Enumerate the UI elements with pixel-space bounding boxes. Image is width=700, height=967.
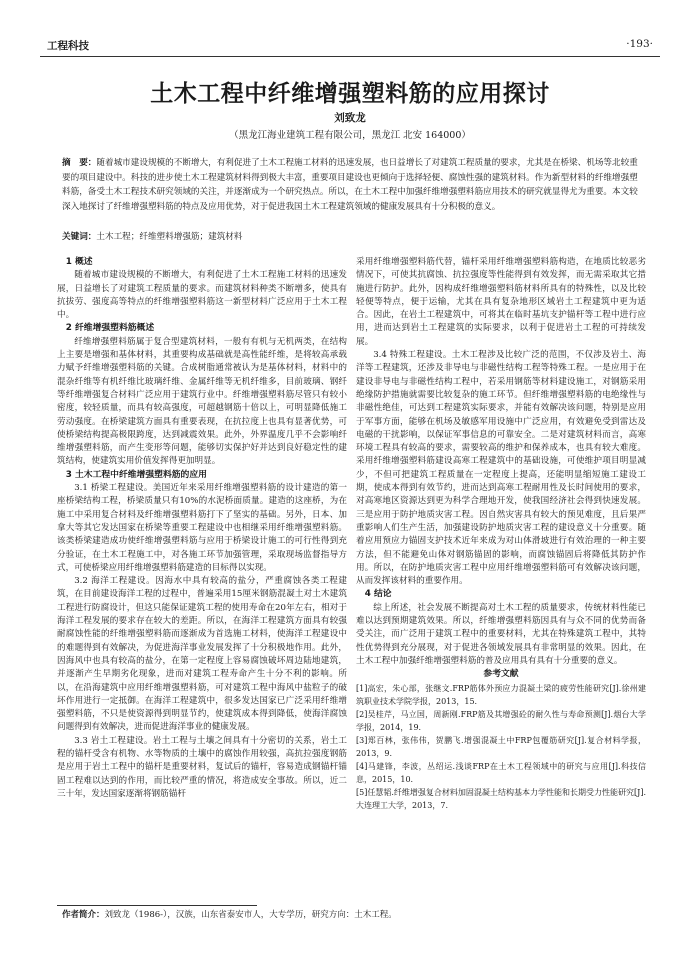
paragraph: 3.1 桥梁工程建设。美国近年来采用纤维增强塑料筋的设计建造的第一座桥梁结构工程，桥梁质量只有10%的水泥桥面质量。建造的这座桥，为在施工中采用复合材料及纤维增强塑料筋打下了坚实的基础。另外，日本、加拿大等其它发达国家在桥梁等重要工程建设中也相继采用纤维增强塑料筋。该类桥梁建造成功使纤维增强塑料筋与应用于桥梁设计施工的可行性得到充分验证，在土木工程施工中，对各施工环节加强管理，采取现场监督指导方式，可使桥梁应用纤维增强塑料筋建造的目标得以实现。 bbox=[57, 483, 347, 573]
keywords-label: 关键词： bbox=[62, 232, 97, 242]
affiliation: （黑龙江海业建筑工程有限公司，黑龙江 北安 164000） bbox=[229, 130, 471, 141]
paragraph: 3.4 特殊工程建设。土木工程涉及比较广泛的范围，不仅涉及岩土、海洋等工程建筑，还涉及非导电与非磁性结构工程等特殊工程。一是应用于在建设非导电与非磁性结构工程中，若采用钢筋等材料建设施工，对钢筋采用绝缘防护措施就需要比较复杂的施工环节。但纤维增强塑料筋的电绝缘性与非磁性绝佳，可达到工程建筑实际要求，并能有效解决该问题，特别是应用于军事方面，能够在机场及敏感军用设施中广泛应用，有效避免受到雷达及电磁的干扰影响，以保证军事信息的可靠安全。二是对建筑材料而言，高寒环境工程具有较高的要求，需要较高的维护和保养成本，也具有较大难度。采用纤维增强塑料筋建设高寒工程建筑中的基础设施，可使维护项目明显减少，不但可把建筑工程质量在一定程度上提高，还能明显缩短施工建设工期，使成本得到有效节约，进而达到高寒工程耐用性及长时间使用的要求，对高寒地区资源达到更为科学合理地开发，使我国经济社会得到快速发展。三是应用于防护地质灾害工程。因自然灾害具有较大的预见难度，且后果严重影响人们生产生活，加强建设防护地质灾害工程的建设意义十分重要。随着应用预应力锚固支护技术近年来成为对山体滑坡进行有效治理的一种主要方法，但不能避免山体对钢筋锚固的影响，而腐蚀锚固后将降低其防护作用。所以，在防护地质灾害工程中应用纤维增强塑料筋可有效解决该问题，从而发挥该材料的重要作用。 bbox=[356, 350, 646, 587]
journal-name: 工程科技 bbox=[47, 40, 89, 52]
page-number: ·193· bbox=[626, 38, 653, 50]
paragraph: 随着城市建设规模的不断增大，有利促进了土木工程施工材料的迅速发展，日益增长了对建筑工程质量的要求。而建筑材料种类不断增多，使具有抗拔劳、强度高等特点的纤维增强塑料筋这一新型材料广泛应用于土木工程中。 bbox=[57, 270, 347, 321]
right-column bbox=[356, 256, 646, 812]
paragraph: 纤维增强塑料筋属于复合型建筑材料，一般有有机与无机两类，在结构上主要是增强和基体材料，其重要构成基础就是高性能纤维，是将较高承载力赋予纤维增强塑料筋的关键。合成树脂通常被认为是基体材料，材料中的混杂纤维等有机纤维比玻璃纤维、金属纤维等无机纤维多，目前玻璃、钢纤等纤维增强复合材料广泛应用于建筑行业中。纤维增强塑料筋尽管只有较小密度，较轻质量，而具有较高强度，可超越钢筋十倍以上，可明显降低施工劳动强度。在桥梁建筑方面具有重要表现，在抗拉度上也具有显著优势，可使桥梁结构提高极限跨度，达到减震效果。此外，外界温度几乎不会影响纤维增强塑料筋，而产生变形等问题，能够切实保护好并达到良好稳定性的建筑结构，使建筑实用价值发挥得更加明显。 bbox=[57, 336, 347, 467]
references-heading: 参考文献 bbox=[483, 669, 519, 680]
author-note-label: 作者简介： bbox=[62, 910, 105, 920]
paragraph: 3.3 岩土工程建设。岩土工程与土壤之间具有十分密切的关系，岩土工程的锚杆受含有机物、水等物质的土壤中的腐蚀作用较强，高抗拉强度钢筋是应用于岩土工程中的锚杆是重要材料，复试后的锚杆，容易造成钢锚杆锚固工程难以达到的作用，而比较严重的情况，将造成安全事故。所以，近二三十年，发达国家逐渐将钢筋锚杆 bbox=[57, 735, 347, 799]
section-heading: 4 结论 bbox=[364, 589, 392, 600]
page-header bbox=[47, 38, 653, 52]
section-heading: 1 概述 bbox=[65, 257, 93, 267]
abstract-text: 随着城市建设规模的不断增大，有利促进了土木工程施工材料的迅速发展，也日益增长了对建筑工程质量的要求，尤其是在桥梁、机场等北较重要的项目建设中。科技的进步使土木工程建筑材料得到极大丰富，重要项目建设也更倾向于选择轻便、腐蚀性强的建筑材料。作为新型材料的纤维增强塑料筋，备受土木工程技术研究领域的关注，并逐渐成为一个研究热点。所以，在土木工程中加强纤维增强塑料筋应用技术的研究就显得尤为重要。本文较深入地探讨了纤维增强塑料筋的特点及应用优势，对于促进我国土木工程建筑领域的健康发展具有十分积极的意义。 bbox=[62, 158, 638, 212]
left-column bbox=[57, 256, 347, 801]
section-heading: 2 纤维增强塑料筋概述 bbox=[65, 323, 155, 334]
section-heading: 3 土木工程中纤维增强塑料筋的应用 bbox=[65, 469, 207, 480]
abstract-label: 摘 要： bbox=[62, 158, 97, 168]
keywords-text: 土木工程；纤维塑料增强筋；建筑材料 bbox=[96, 232, 243, 242]
footnote-rule bbox=[57, 905, 257, 906]
reference-item: [1]高宏，朱心部，张继文.FRP筋体外预应力混凝土梁的疲劳性能研究[J].徐州建筑职业技术学院学报，2013，15. bbox=[356, 683, 646, 706]
paragraph: 3.2 海洋工程建设。因海水中具有较高的盐分，严重腐蚀各类工程建筑，在目前建设海洋工程的过程中，普遍采用15厘米钢筋混凝土对土木建筑工程进行防腐设计，但这只能保证建筑工程的使用寿命在20年左右，相对于海洋工程发展的要求存在较大的差距。所以，在海洋工程建筑方面具有较强耐腐蚀性能的纤维增强塑料筋而逐渐成为首选施工材料，使海洋工程建设中的难题得到有效解决，为促进海洋事业发展发挥了十分积极地作用。此外，因海风中也具有较高的盐分，在第一定程度上容易腐蚀破坏周边陆地建筑，并逐渐产生早期劣化现象，进而对建筑工程寿命产生十分不利的影响。所以，在沿海建筑中应用纤维增强塑料筋，可对建筑工程中海风中盐粒子的破坏作用进行一定抵御。在海洋工程建筑中，很多发达国家已广泛采用纤维增强塑料筋，不只是使资源得到明显节约，使建筑成本得到降低，使海洋腐蚀问题得到有效解决，进而促进海洋事业的健康发展。 bbox=[57, 576, 347, 733]
article-title: 土木工程中纤维增强塑料筋的应用探讨 bbox=[150, 81, 550, 107]
reference-item: [2]吴桂芹，马立国，周新刚.FRP筋及其增强砼的耐久性与寿命预测[J].烟台大学学报，2014，19. bbox=[356, 709, 646, 732]
paragraph: 综上所述，社会发展不断提高对土木工程的质量要求，传统材料性能已难以达到预期建筑效果。所以，纤维增强塑料筋因具有与众不同的优势而备受关注，而广泛用于建筑工程中的重要材料，尤其在特殊建筑工程中，其特性优势得到充分展现，对于促进各领域发展具有非常明显的效果。因此，在土木工程中加强纤维增强塑料筋的普及应用具有具有十分重要的意义。 bbox=[356, 602, 646, 666]
author-note-text: 刘致龙（1986-），汉族，山东省泰安市人，大专学历，研究方向：土木工程。 bbox=[104, 910, 397, 920]
reference-item: [5]任慧韬.纤维增强复合材料加固混凝土结构基本力学性能和长期受力性能研究[J].大连理工大学，2013，7. bbox=[356, 787, 646, 810]
abstract bbox=[62, 156, 638, 214]
reference-item: [3]郑百林，张伟伟，贺鹏飞.增强混凝土中FRP包覆筋研究[J].复合材料学报，2013，9. bbox=[356, 735, 646, 758]
author: 刘致龙 bbox=[334, 112, 366, 124]
header-rule bbox=[40, 56, 660, 57]
keywords bbox=[62, 230, 638, 242]
reference-item: [4]马建锋，李波，丛绍运.浅谈FRP在土木工程领域中的研究与应用[J].科技信息，2015，10. bbox=[356, 761, 646, 784]
paragraph: 采用纤维增强塑料筋代替，锚杆采用纤维增强塑料筋构造，在地质比较恶劣情况下，可使其抗腐蚀、抗拉强度等性能得到有效发挥，而无需采取其它措施进行防护。此外，因构成纤维增强塑料筋材料所具有的特殊性，以及比较轻便等特点，便于运输，尤其在具有复杂地形区域岩土工程建筑中更为适合。因此，在岩土工程建筑中，可将其在临时基坑支护锚杆等工程中进行应用，进而达到岩土工程建筑的实际要求，以利于促进岩土工程的可持续发展。 bbox=[356, 257, 646, 347]
author-note bbox=[62, 908, 660, 920]
